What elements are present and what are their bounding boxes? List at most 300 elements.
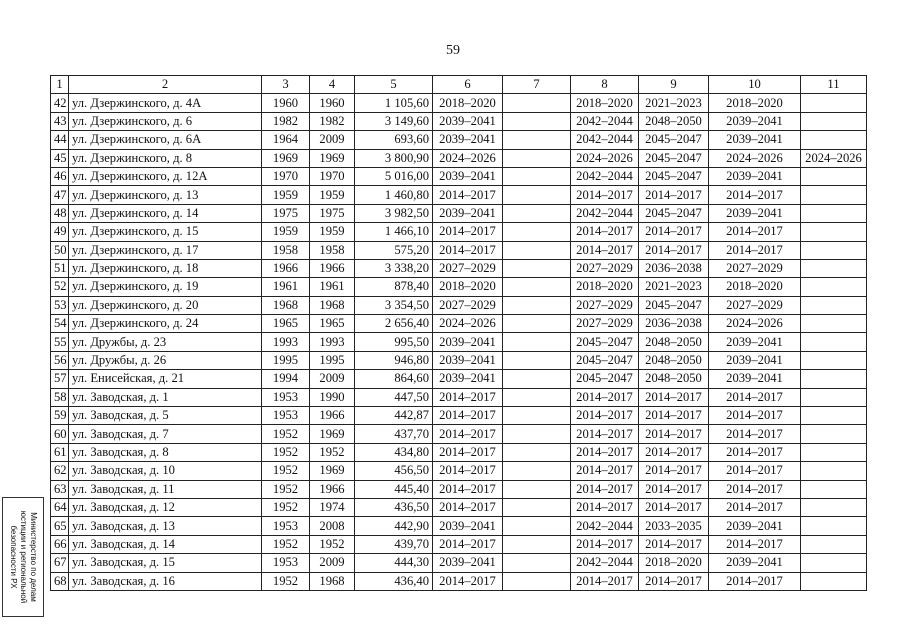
- table-cell: 42: [51, 94, 69, 112]
- table-cell: [801, 278, 867, 296]
- table-cell: 2039–2041: [709, 131, 801, 149]
- table-cell: 66: [51, 535, 69, 553]
- table-cell: 447,50: [355, 388, 433, 406]
- table-cell: 2014–2017: [709, 480, 801, 498]
- table-cell: [801, 407, 867, 425]
- table-row: [51, 535, 867, 553]
- table-row: [51, 572, 867, 590]
- table-cell: 436,50: [355, 498, 433, 516]
- stamp-line: безопасности РХ: [9, 525, 18, 589]
- table-cell: 2014–2017: [639, 241, 709, 259]
- table-row: [51, 186, 867, 204]
- table-cell: 1969: [310, 462, 355, 480]
- table-cell: ул. Заводская, д. 15: [69, 554, 262, 572]
- table-cell: [801, 425, 867, 443]
- table-cell: 445,40: [355, 480, 433, 498]
- table-cell: [801, 388, 867, 406]
- table-cell: 1966: [310, 480, 355, 498]
- table-cell: ул. Заводская, д. 12: [69, 498, 262, 516]
- table-cell: ул. Дзержинского, д. 14: [69, 204, 262, 222]
- table-cell: 1960: [262, 94, 310, 112]
- table-cell: [503, 443, 571, 461]
- table-cell: [801, 167, 867, 185]
- table-cell: ул. Дзержинского, д. 12А: [69, 167, 262, 185]
- table-cell: 1965: [310, 315, 355, 333]
- table-cell: 2024–2026: [433, 315, 503, 333]
- table-cell: 2024–2026: [709, 315, 801, 333]
- table-cell: 2014–2017: [571, 498, 639, 516]
- table-cell: 2039–2041: [433, 333, 503, 351]
- table-cell: 2039–2041: [433, 204, 503, 222]
- table-cell: 45: [51, 149, 69, 167]
- table-cell: 2014–2017: [433, 388, 503, 406]
- table-cell: 2027–2029: [571, 315, 639, 333]
- header-cell: 5: [355, 76, 433, 94]
- table-row: [51, 443, 867, 461]
- table-cell: 1993: [310, 333, 355, 351]
- table-cell: 1958: [310, 241, 355, 259]
- table-cell: 55: [51, 333, 69, 351]
- table-cell: 2024–2026: [433, 149, 503, 167]
- table-cell: [503, 572, 571, 590]
- table-row: [51, 425, 867, 443]
- table-cell: 1952: [262, 498, 310, 516]
- table-cell: 1 460,80: [355, 186, 433, 204]
- table-cell: 2018–2020: [709, 94, 801, 112]
- table-cell: [503, 167, 571, 185]
- table-cell: 1952: [262, 480, 310, 498]
- table-row: [51, 223, 867, 241]
- table-row: [51, 296, 867, 314]
- table-cell: 63: [51, 480, 69, 498]
- table-cell: 2018–2020: [433, 278, 503, 296]
- table-cell: 1952: [262, 425, 310, 443]
- table-cell: 995,50: [355, 333, 433, 351]
- table-cell: [801, 554, 867, 572]
- header-cell: 9: [639, 76, 709, 94]
- table-cell: 2014–2017: [639, 425, 709, 443]
- table-cell: [801, 223, 867, 241]
- table-cell: 946,80: [355, 351, 433, 369]
- table-cell: 1953: [262, 407, 310, 425]
- table-cell: 52: [51, 278, 69, 296]
- table-cell: [801, 443, 867, 461]
- table-cell: 2036–2038: [639, 259, 709, 277]
- table-row: [51, 351, 867, 369]
- table-cell: 2014–2017: [639, 186, 709, 204]
- table-cell: [503, 370, 571, 388]
- table-cell: 1952: [262, 535, 310, 553]
- table-cell: 3 982,50: [355, 204, 433, 222]
- table-cell: 67: [51, 554, 69, 572]
- table-cell: 2027–2029: [571, 259, 639, 277]
- table-row: [51, 388, 867, 406]
- table-cell: 2045–2047: [571, 370, 639, 388]
- table-cell: 1952: [310, 535, 355, 553]
- table-cell: 2014–2017: [433, 535, 503, 553]
- table-row: [51, 278, 867, 296]
- table-cell: 2033–2035: [639, 517, 709, 535]
- stamp-text: [8, 501, 38, 613]
- table-cell: 3 354,50: [355, 296, 433, 314]
- table-cell: ул. Дзержинского, д. 4А: [69, 94, 262, 112]
- table-cell: 2014–2017: [639, 462, 709, 480]
- table-cell: 2027–2029: [571, 296, 639, 314]
- table-cell: 54: [51, 315, 69, 333]
- table-cell: [503, 241, 571, 259]
- table-cell: 864,60: [355, 370, 433, 388]
- table-cell: 44: [51, 131, 69, 149]
- table-cell: 53: [51, 296, 69, 314]
- table-row: [51, 241, 867, 259]
- table-cell: 1968: [310, 572, 355, 590]
- table-cell: [503, 351, 571, 369]
- table-cell: 2045–2047: [639, 167, 709, 185]
- header-cell: 3: [262, 76, 310, 94]
- table-cell: 2 656,40: [355, 315, 433, 333]
- table-cell: 2014–2017: [709, 425, 801, 443]
- table-cell: [503, 425, 571, 443]
- table-cell: 2009: [310, 370, 355, 388]
- table-cell: 2014–2017: [571, 186, 639, 204]
- table-cell: 46: [51, 167, 69, 185]
- table-cell: 2018–2020: [639, 554, 709, 572]
- table-cell: 2014–2017: [433, 480, 503, 498]
- table-cell: 2014–2017: [433, 223, 503, 241]
- table-cell: [503, 186, 571, 204]
- table-cell: 1966: [310, 407, 355, 425]
- table-cell: 1953: [262, 517, 310, 535]
- registration-stamp: [2, 497, 44, 617]
- page-number: 59: [446, 43, 460, 58]
- table-cell: 2045–2047: [639, 204, 709, 222]
- table-cell: [503, 223, 571, 241]
- table-cell: 2014–2017: [709, 223, 801, 241]
- table-cell: 2014–2017: [571, 388, 639, 406]
- table-cell: 436,40: [355, 572, 433, 590]
- table-cell: [801, 296, 867, 314]
- table-cell: [801, 259, 867, 277]
- table-row: [51, 554, 867, 572]
- header-cell: 1: [51, 76, 69, 94]
- table-cell: 61: [51, 443, 69, 461]
- table-cell: ул. Дзержинского, д. 24: [69, 315, 262, 333]
- table-row: [51, 112, 867, 130]
- table-cell: 1964: [262, 131, 310, 149]
- table-cell: 1961: [310, 278, 355, 296]
- table-cell: ул. Заводская, д. 10: [69, 462, 262, 480]
- table-cell: ул. Дзержинского, д. 13: [69, 186, 262, 204]
- table-cell: 48: [51, 204, 69, 222]
- table-cell: 2014–2017: [709, 388, 801, 406]
- table-cell: 1993: [262, 333, 310, 351]
- table-row: [51, 149, 867, 167]
- table-row: [51, 131, 867, 149]
- table-cell: 2014–2017: [571, 425, 639, 443]
- table-cell: ул. Заводская, д. 13: [69, 517, 262, 535]
- table-cell: 1995: [262, 351, 310, 369]
- table-cell: 2042–2044: [571, 167, 639, 185]
- table-cell: 1966: [310, 259, 355, 277]
- table-cell: 2014–2017: [571, 407, 639, 425]
- table-cell: 3 800,90: [355, 149, 433, 167]
- header-cell: 10: [709, 76, 801, 94]
- table-cell: 1969: [310, 149, 355, 167]
- table-cell: 1959: [310, 186, 355, 204]
- table-cell: [801, 241, 867, 259]
- table-cell: 434,80: [355, 443, 433, 461]
- table-cell: 2024–2026: [571, 149, 639, 167]
- table-cell: [503, 388, 571, 406]
- table-cell: 878,40: [355, 278, 433, 296]
- table-cell: 1994: [262, 370, 310, 388]
- table-cell: [503, 149, 571, 167]
- table-cell: 2027–2029: [433, 259, 503, 277]
- table-cell: 2021–2023: [639, 278, 709, 296]
- table-cell: 2039–2041: [433, 351, 503, 369]
- register-table: [50, 75, 867, 591]
- table-cell: 2014–2017: [433, 443, 503, 461]
- table-cell: 1959: [262, 223, 310, 241]
- table-cell: 1982: [310, 112, 355, 130]
- table-cell: 2014–2017: [639, 223, 709, 241]
- table-cell: 1952: [262, 443, 310, 461]
- table-cell: 2027–2029: [433, 296, 503, 314]
- table-cell: 2048–2050: [639, 112, 709, 130]
- table-cell: 1952: [310, 443, 355, 461]
- table-cell: 51: [51, 259, 69, 277]
- table-row: [51, 167, 867, 185]
- table-row: [51, 517, 867, 535]
- table-cell: 2014–2017: [433, 425, 503, 443]
- table-cell: 2008: [310, 517, 355, 535]
- table-cell: 575,20: [355, 241, 433, 259]
- table-cell: [801, 480, 867, 498]
- table-cell: 2014–2017: [433, 241, 503, 259]
- table-cell: [503, 131, 571, 149]
- table-cell: [503, 296, 571, 314]
- table-row: [51, 480, 867, 498]
- table-cell: 2014–2017: [709, 498, 801, 516]
- table-cell: 2014–2017: [571, 462, 639, 480]
- table-cell: 68: [51, 572, 69, 590]
- table-cell: 2009: [310, 554, 355, 572]
- table-cell: 2039–2041: [709, 204, 801, 222]
- table-cell: 2014–2017: [433, 462, 503, 480]
- table-cell: [503, 462, 571, 480]
- table-cell: 2045–2047: [639, 149, 709, 167]
- table-row: [51, 462, 867, 480]
- table-cell: 2045–2047: [639, 296, 709, 314]
- table-cell: [503, 204, 571, 222]
- table-cell: [801, 204, 867, 222]
- table-cell: ул. Дружбы, д. 26: [69, 351, 262, 369]
- table-cell: 2014–2017: [639, 498, 709, 516]
- table-cell: ул. Заводская, д. 1: [69, 388, 262, 406]
- table-cell: 2014–2017: [571, 223, 639, 241]
- table-cell: [503, 333, 571, 351]
- table-cell: [503, 112, 571, 130]
- table-cell: 1 105,60: [355, 94, 433, 112]
- stamp-line: Министерство по делам: [29, 512, 38, 602]
- table-cell: [503, 315, 571, 333]
- table-cell: 1990: [310, 388, 355, 406]
- table-cell: 2014–2017: [639, 572, 709, 590]
- table-cell: 444,30: [355, 554, 433, 572]
- table-cell: 1969: [310, 425, 355, 443]
- table-cell: 60: [51, 425, 69, 443]
- table-cell: 2042–2044: [571, 554, 639, 572]
- table-cell: 693,60: [355, 131, 433, 149]
- table-cell: [503, 498, 571, 516]
- table-row: [51, 498, 867, 516]
- table-cell: 2039–2041: [433, 554, 503, 572]
- table-cell: 58: [51, 388, 69, 406]
- stamp-line: юстиции и региональной: [19, 510, 28, 604]
- table-cell: 5 016,00: [355, 167, 433, 185]
- table-cell: 2014–2017: [571, 241, 639, 259]
- table-cell: 2014–2017: [571, 572, 639, 590]
- table-cell: 57: [51, 370, 69, 388]
- table-cell: 2014–2017: [709, 462, 801, 480]
- table-cell: 1952: [262, 462, 310, 480]
- table-cell: 1959: [310, 223, 355, 241]
- table-cell: 1968: [310, 296, 355, 314]
- table-cell: 50: [51, 241, 69, 259]
- table-cell: 1974: [310, 498, 355, 516]
- table-cell: ул. Дзержинского, д. 6: [69, 112, 262, 130]
- table-cell: ул. Дзержинского, д. 8: [69, 149, 262, 167]
- table-row: [51, 407, 867, 425]
- table-cell: ул. Дзержинского, д. 19: [69, 278, 262, 296]
- table-cell: 65: [51, 517, 69, 535]
- table-cell: 2021–2023: [639, 94, 709, 112]
- header-cell: 11: [801, 76, 867, 94]
- table-row: [51, 370, 867, 388]
- table-cell: ул. Заводская, д. 16: [69, 572, 262, 590]
- table-cell: 1961: [262, 278, 310, 296]
- table-cell: 2042–2044: [571, 204, 639, 222]
- table-cell: 2014–2017: [709, 443, 801, 461]
- table-cell: [801, 186, 867, 204]
- table-cell: 2018–2020: [571, 278, 639, 296]
- table-cell: [503, 278, 571, 296]
- table-row: [51, 315, 867, 333]
- table-cell: 2045–2047: [571, 351, 639, 369]
- table-cell: [503, 480, 571, 498]
- table-cell: 2014–2017: [709, 186, 801, 204]
- table-cell: 2014–2017: [433, 572, 503, 590]
- table-cell: [801, 517, 867, 535]
- table-cell: 2039–2041: [709, 167, 801, 185]
- table-cell: [801, 370, 867, 388]
- table-cell: 2014–2017: [571, 535, 639, 553]
- table-cell: 437,70: [355, 425, 433, 443]
- table-cell: 1952: [262, 572, 310, 590]
- table-body: [51, 76, 867, 591]
- table-cell: [801, 462, 867, 480]
- table-cell: ул. Дзержинского, д. 17: [69, 241, 262, 259]
- table-cell: 2039–2041: [709, 554, 801, 572]
- table-cell: 2014–2017: [433, 186, 503, 204]
- table-cell: 2039–2041: [433, 370, 503, 388]
- table-cell: 456,50: [355, 462, 433, 480]
- table-cell: 2014–2017: [709, 407, 801, 425]
- table-cell: 59: [51, 407, 69, 425]
- table-cell: 1970: [310, 167, 355, 185]
- table-cell: ул. Заводская, д. 7: [69, 425, 262, 443]
- header-cell: 7: [503, 76, 571, 94]
- table-cell: [801, 498, 867, 516]
- table-cell: 1982: [262, 112, 310, 130]
- table-cell: ул. Енисейская, д. 21: [69, 370, 262, 388]
- table-cell: ул. Дзержинского, д. 20: [69, 296, 262, 314]
- table-cell: 2014–2017: [639, 388, 709, 406]
- table-cell: 2024–2026: [709, 149, 801, 167]
- table-cell: 442,90: [355, 517, 433, 535]
- table-cell: 2018–2020: [709, 278, 801, 296]
- table-cell: [801, 131, 867, 149]
- table-row: [51, 333, 867, 351]
- table-cell: [801, 535, 867, 553]
- table-cell: [801, 315, 867, 333]
- table-cell: [503, 535, 571, 553]
- header-cell: 8: [571, 76, 639, 94]
- table-cell: 2014–2017: [433, 498, 503, 516]
- table-cell: [503, 517, 571, 535]
- table-cell: ул. Дзержинского, д. 6А: [69, 131, 262, 149]
- table-cell: 2014–2017: [639, 480, 709, 498]
- table-cell: [503, 259, 571, 277]
- table-cell: ул. Дзержинского, д. 15: [69, 223, 262, 241]
- table-cell: 2045–2047: [571, 333, 639, 351]
- table-cell: 1 466,10: [355, 223, 433, 241]
- table-cell: 2039–2041: [433, 131, 503, 149]
- table-cell: 2048–2050: [639, 370, 709, 388]
- table-cell: 2014–2017: [709, 241, 801, 259]
- table-cell: 2027–2029: [709, 259, 801, 277]
- table-cell: 2039–2041: [709, 333, 801, 351]
- table-cell: 2042–2044: [571, 131, 639, 149]
- table-cell: 1975: [310, 204, 355, 222]
- table-cell: 2045–2047: [639, 131, 709, 149]
- table-cell: 2014–2017: [639, 407, 709, 425]
- table-cell: 1960: [310, 94, 355, 112]
- table-cell: 2014–2017: [709, 572, 801, 590]
- table-cell: [801, 572, 867, 590]
- table-cell: 442,87: [355, 407, 433, 425]
- table-cell: ул. Заводская, д. 5: [69, 407, 262, 425]
- table-cell: 2039–2041: [433, 517, 503, 535]
- table-cell: 2039–2041: [433, 112, 503, 130]
- table-cell: 2014–2017: [709, 535, 801, 553]
- table-cell: 1968: [262, 296, 310, 314]
- table-row: [51, 204, 867, 222]
- table-cell: 2018–2020: [571, 94, 639, 112]
- table-cell: [801, 333, 867, 351]
- table-cell: 2039–2041: [709, 370, 801, 388]
- table-cell: 43: [51, 112, 69, 130]
- table-cell: 1959: [262, 186, 310, 204]
- table-cell: 49: [51, 223, 69, 241]
- table-cell: 1953: [262, 554, 310, 572]
- table-cell: 64: [51, 498, 69, 516]
- table-cell: 2014–2017: [571, 443, 639, 461]
- table-cell: 2042–2044: [571, 112, 639, 130]
- table-cell: [503, 94, 571, 112]
- table-cell: 2039–2041: [709, 112, 801, 130]
- table-cell: 2027–2029: [709, 296, 801, 314]
